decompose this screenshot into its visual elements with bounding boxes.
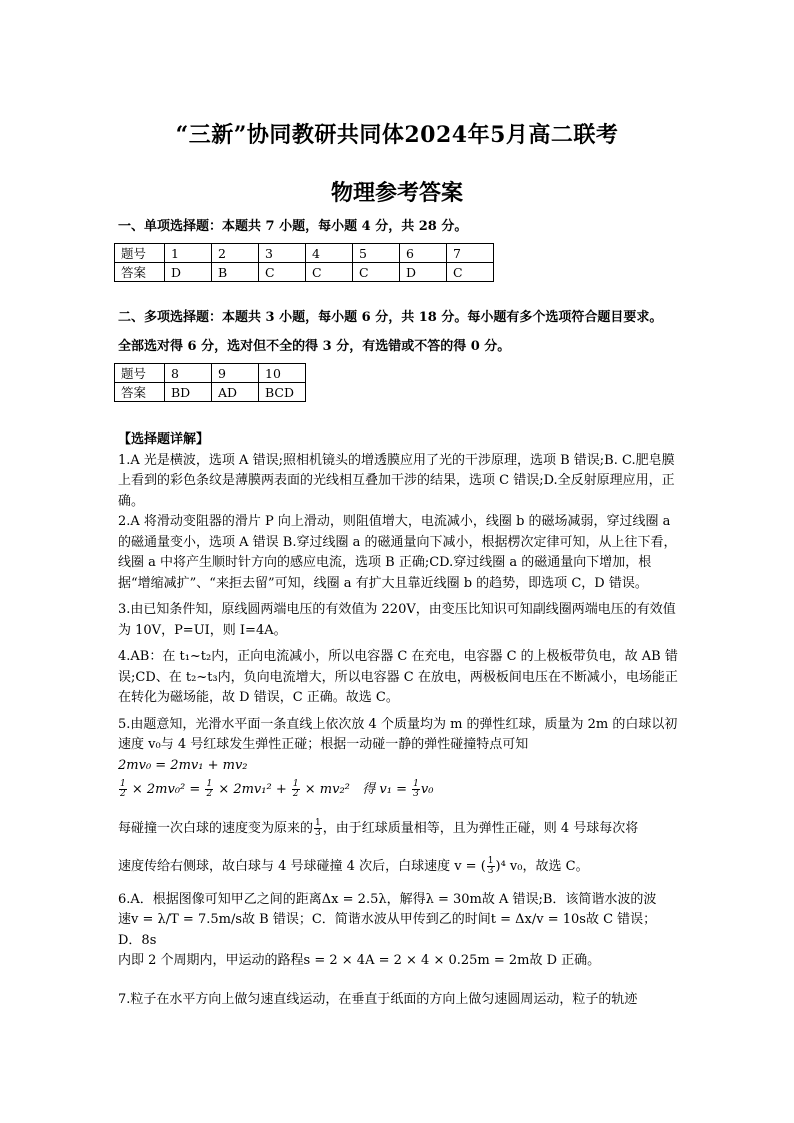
table-cell: 6 (400, 244, 447, 263)
table-row-answers (115, 383, 306, 402)
fraction-third: $\frac{1}{3}$ (413, 779, 419, 799)
table-cell: B (212, 263, 259, 282)
answer-q3: 3.由已知条件知，原线圆两端电压的有效值为 220V，由变压比知识可知副线圈两端电压的有效值为 10V，P=UI，则 I=4A。 (118, 602, 676, 638)
table-cell: 5 (353, 244, 400, 263)
details-block (118, 430, 678, 1010)
answer-q6-line2: 速v = λ/T = 7.5m/s故 B 错误；C．简谐水波从甲传到乙的时间t = Δx/v = 10s故 C 错误；D．8s (118, 912, 657, 948)
page-subtitle: 物理参考答案 (330, 180, 463, 206)
table-cell: BD (165, 383, 212, 402)
row-label: 答案 (115, 263, 165, 282)
table-cell: C (353, 263, 400, 282)
answer-q7: 7.粒子在水平方向上做匀速直线运动，在垂直于纸面的方向上做匀速圆周运动，粒子的轨迹 (118, 991, 638, 1007)
fraction-half: $\frac{1}{2}$ (292, 779, 299, 799)
answer-q1: 1.A 光是横波，选项 A 错误;照相机镜头的增透膜应用了光的干涉原理，选项 B 错误;B. C.肥皂膜上看到的彩色条纹是薄膜两表面的光线相互叠加干涉的结果，选项 C 错误;D.全反射原理应用，正确。 (118, 452, 675, 509)
table-cell: C (306, 263, 353, 282)
row-label: 题号 (115, 244, 165, 263)
answer-q2: 2.A 将滑动变阻器的滑片 P 向上滑动，则阻值增大，电流减小，线圈 b 的磁场减弱，穿过线圈 a 的磁通量变小，选项 A 错误 B.穿过线圈 a 的磁通量向下减小，根据楞次定律可知，从上往下看，线圈 a 中将产生顺时针方向的感应电流，选项 B 正确;CD.穿过线圈 a 的磁通量向下增加，根据“增缩减扩”、“来拒去留”可知，线圈 a 有扩大且靠近线圈 b 的趋势，即选项 C，D 错误。 (118, 514, 677, 591)
details-heading: 【选择题详解】 (118, 432, 210, 447)
table-cell: 8 (165, 364, 212, 383)
answer-q5-intro: 5.由题意知，光滑水平面一条直线上依次放 4 个质量均为 m 的弹性红球，质量为 2m 的白球以初速度 v₀与 4 号红球发生弹性正碰；根据一动碰一静的弹性碰撞特点可知 (118, 716, 678, 752)
table-cell: 10 (259, 364, 306, 383)
page-title: “三新”协同教研共同体2024年5月高二联考 (175, 122, 619, 148)
table-cell: BCD (259, 383, 306, 402)
table-cell: C (447, 263, 494, 282)
table-cell: C (259, 263, 306, 282)
table-cell: 2 (212, 244, 259, 263)
fraction-half: $\frac{1}{2}$ (120, 779, 126, 799)
table-cell: 3 (259, 244, 306, 263)
equation-energy: $\frac{1}{2}$ × 2mv₀² = $\frac{1}{2}$ × 2mv₁² + $\frac{1}{2}$ × mv₂² 得 v₁ = $\frac{1}{3}$ v₀ (120, 779, 434, 799)
section1-heading: 一、单项选择题：本题共 7 小题，每小题 4 分，共 28 分。 (118, 219, 468, 234)
section1-answer-table (114, 243, 494, 282)
fraction-third: $\frac{1}{3}$ (315, 817, 321, 838)
answer-q6-line1: 6.A．根据图像可知甲乙之间的距离Δx = 2.5λ，解得λ = 30m故 A 错误;B．该简谐水波的波 (118, 891, 657, 907)
table-cell: D (400, 263, 447, 282)
row-label: 题号 (115, 364, 165, 383)
fraction-third: $\frac{1}{3}$ (487, 856, 494, 876)
table-row-answers (115, 263, 494, 282)
table-cell: AD (212, 383, 259, 402)
answer-q5-para3: 速度传给右侧球，故白球与 4 号球碰撞 4 次后，白球速度 v = ( $\frac{1}{3}$ )⁴ v₀，故选 C。 (118, 856, 589, 876)
answer-q5-para2: 每碰撞一次白球的速度变为原来的 $\frac{1}{3}$ ，由于红球质量相等，且为弹性正碰，则 4 号球每次将 (118, 817, 639, 838)
table-cell: 9 (212, 364, 259, 383)
answer-q4: 4.AB：在 t₁~t₂内，正向电流减小，所以电容器 C 在充电，电容器 C 的上极板带负电，故 AB 错误;CD、在 t₂~t₃内，负向电流增大，所以电容器 C 在放电，两极板间电压在不断减小，电场能正在转化为磁场能，故 D 错误，C 正确。故选 C。 (118, 649, 678, 705)
table-row-numbers (115, 244, 494, 263)
equation-momentum: 2mv₀ = 2mv₁ + mv₂ (118, 757, 248, 773)
section2-answer-table (114, 363, 306, 402)
section2-heading-line1: 二、多项选择题：本题共 3 小题，每小题 6 分，共 18 分。每小题有多个选项符合题目要求。 (118, 310, 663, 325)
table-row-numbers (115, 364, 306, 383)
section2-heading-line2: 全部选对得 6 分，选对但不全的得 3 分，有选错或不答的得 0 分。 (118, 339, 511, 354)
table-cell: 1 (165, 244, 212, 263)
row-label: 答案 (115, 383, 165, 402)
answer-q6-line3: 内即 2 个周期内，甲运动的路程s = 2 × 4A = 2 × 4 × 0.25m = 2m故 D 正确。 (118, 953, 601, 968)
table-cell: 7 (447, 244, 494, 263)
fraction-half: $\frac{1}{2}$ (206, 779, 213, 799)
table-cell: 4 (306, 244, 353, 263)
table-cell: D (165, 263, 212, 282)
